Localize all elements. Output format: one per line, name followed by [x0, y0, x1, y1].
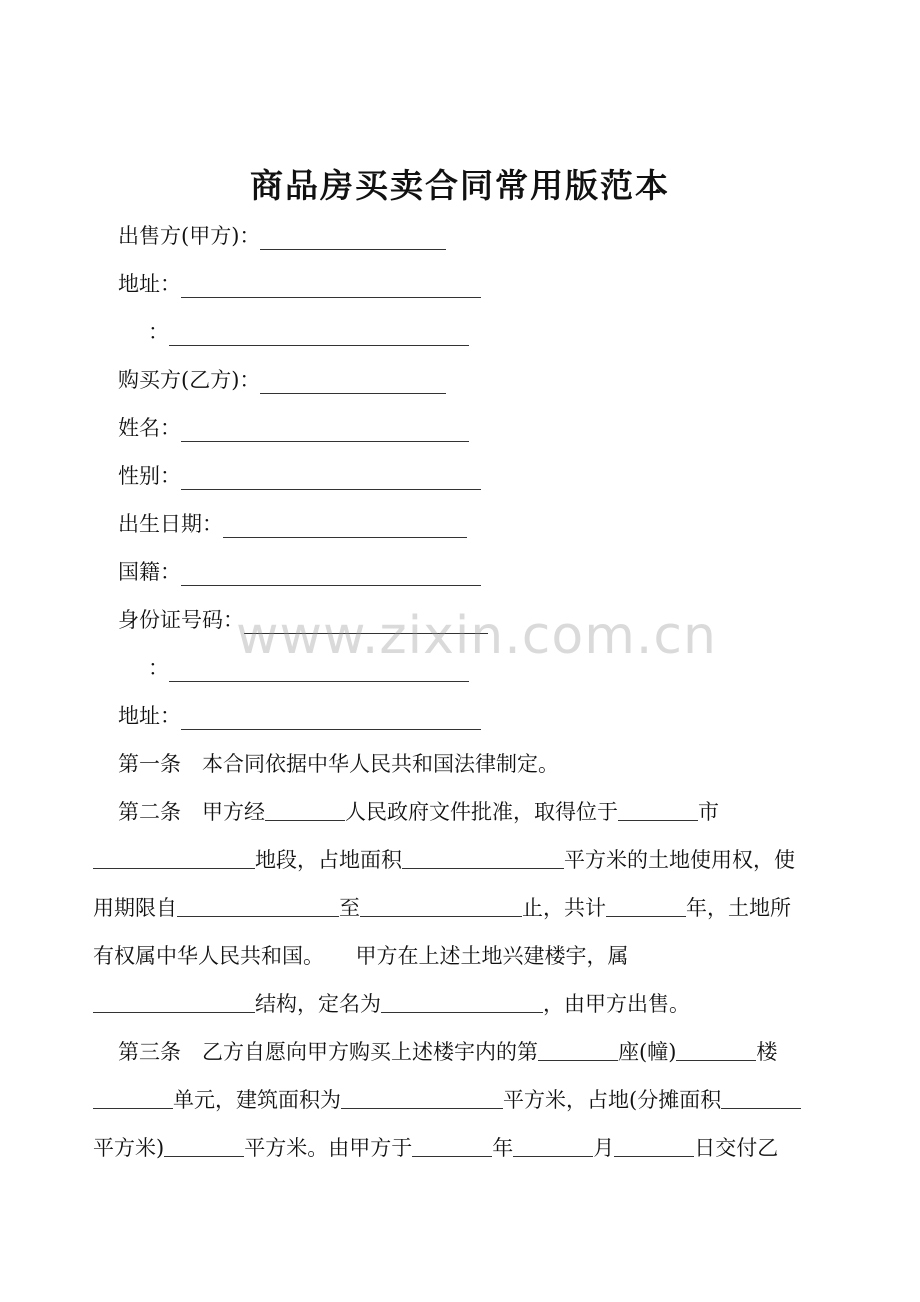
- buyer-field: [118, 366, 446, 394]
- building-name-blank[interactable]: [381, 992, 543, 1013]
- shared-area-blank[interactable]: [721, 1088, 801, 1109]
- floor-blank[interactable]: [676, 1040, 756, 1061]
- buyer-label: 购买方(乙方)：: [118, 368, 261, 392]
- article-2-text: ，由甲方出售。: [543, 992, 690, 1016]
- nationality-label: 国籍：: [118, 560, 181, 584]
- gender-blank[interactable]: [181, 467, 481, 490]
- seller-field: [118, 222, 446, 250]
- article-2-text: 地段，占地面积: [255, 848, 402, 872]
- seller-address-field: [118, 270, 481, 298]
- seller-address-blank[interactable]: [181, 275, 481, 298]
- article-2-text: 人民政府文件批准，取得位于: [345, 800, 618, 824]
- article-3-line-2: [93, 1086, 833, 1114]
- article-3-line-1: [118, 1038, 858, 1066]
- buyer-extra-label: ：: [148, 656, 169, 680]
- watermark: www.zixin.com.cn: [236, 606, 717, 666]
- gender-field: [118, 462, 481, 490]
- article-3-text: 座(幢): [618, 1040, 677, 1064]
- article-2-line-3: [93, 894, 833, 922]
- buyer-blank[interactable]: [260, 371, 446, 394]
- article-3-line-3: [93, 1134, 833, 1162]
- article-3-text: 平方米): [93, 1136, 165, 1160]
- buyer-address-label: 地址：: [118, 704, 181, 728]
- birth-field: [118, 510, 467, 538]
- birth-blank[interactable]: [223, 515, 467, 538]
- article-2-text: 止，共计: [522, 896, 606, 920]
- article-2-text: 用期限自: [93, 896, 177, 920]
- land-share-blank[interactable]: [164, 1136, 244, 1157]
- block-blank[interactable]: [538, 1040, 618, 1061]
- seller-blank[interactable]: [260, 227, 446, 250]
- article-2-text: 第二条 甲方经: [118, 800, 265, 824]
- gender-label: 性别：: [118, 464, 181, 488]
- structure-blank[interactable]: [93, 992, 255, 1013]
- buyer-address-field: [118, 702, 481, 730]
- birth-label: 出生日期：: [118, 512, 223, 536]
- article-3-text: 年: [492, 1136, 514, 1160]
- article-1: 第一条 本合同依据中华人民共和国法律制定。: [118, 752, 559, 776]
- article-2-line-5: [93, 990, 833, 1018]
- article-3-text: 平方米。由甲方于: [244, 1136, 413, 1160]
- id-number-label: 身份证号码：: [118, 608, 244, 632]
- term-end-blank[interactable]: [360, 896, 522, 917]
- delivery-day-blank[interactable]: [614, 1136, 694, 1157]
- article-2-text: 市: [698, 800, 719, 824]
- name-label: 姓名：: [118, 416, 181, 440]
- article-2-text: 年，土地所: [686, 896, 791, 920]
- article-2-line-4: 有权属中华人民共和国。 甲方在上述土地兴建楼宇，属: [93, 944, 629, 968]
- delivery-year-blank[interactable]: [412, 1136, 492, 1157]
- approval-authority-blank[interactable]: [265, 800, 345, 821]
- article-3-text: 单元，建筑面积为: [173, 1088, 341, 1112]
- seller-address-label: 地址：: [118, 272, 181, 296]
- article-3-text: 楼: [756, 1040, 778, 1064]
- article-3-text: 月: [593, 1136, 615, 1160]
- nationality-blank[interactable]: [181, 563, 481, 586]
- delivery-month-blank[interactable]: [513, 1136, 593, 1157]
- name-field: [118, 414, 469, 442]
- land-area-blank[interactable]: [402, 848, 564, 869]
- nationality-field: [118, 558, 481, 586]
- name-blank[interactable]: [181, 419, 469, 442]
- article-3-text: 第三条 乙方自愿向甲方购买上述楼宇内的第: [118, 1040, 538, 1064]
- article-2-line-2: [93, 846, 833, 874]
- article-2-text: 平方米的土地使用权，使: [564, 848, 795, 872]
- seller-label: 出售方(甲方)：: [118, 224, 261, 248]
- article-2-line-1: [118, 798, 858, 826]
- floor-area-blank[interactable]: [341, 1088, 503, 1109]
- seller-extra-blank[interactable]: [169, 323, 469, 346]
- term-start-blank[interactable]: [177, 896, 339, 917]
- city-blank[interactable]: [618, 800, 698, 821]
- term-years-blank[interactable]: [606, 896, 686, 917]
- document-title: 商品房买卖合同常用版范本: [250, 166, 670, 205]
- article-2-text: 结构，定名为: [255, 992, 381, 1016]
- unit-blank[interactable]: [93, 1088, 173, 1109]
- article-3-text: 平方米，占地(分摊面积: [503, 1088, 722, 1112]
- article-3-text: 日交付乙: [694, 1136, 779, 1160]
- seller-extra-label: ：: [148, 320, 169, 344]
- article-2-text: 至: [339, 896, 360, 920]
- buyer-address-blank[interactable]: [181, 707, 481, 730]
- lot-blank[interactable]: [93, 848, 255, 869]
- seller-extra-field: [148, 318, 469, 346]
